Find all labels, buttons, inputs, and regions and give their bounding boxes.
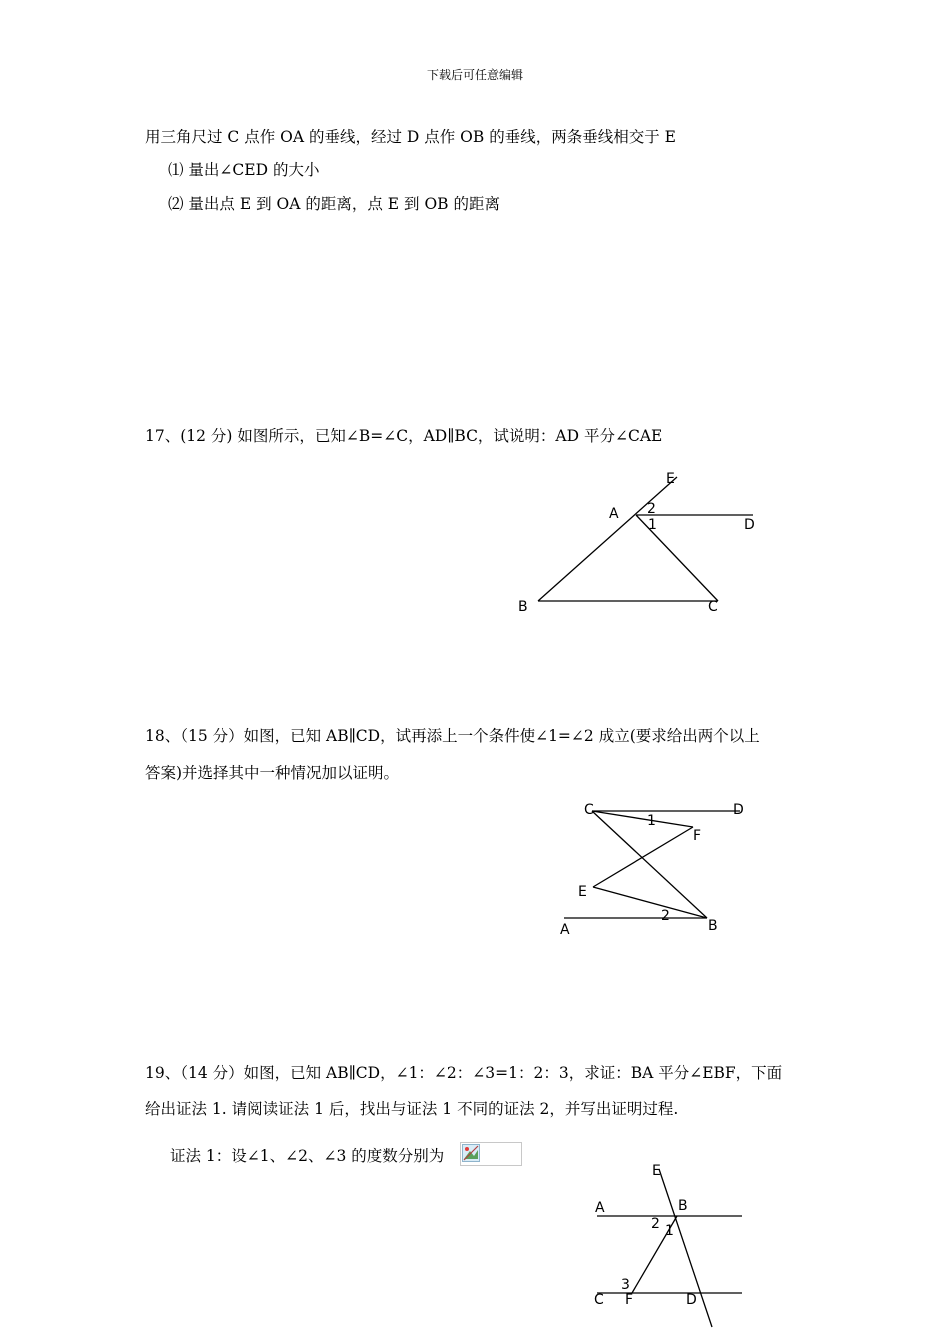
q19-label-e: E (652, 1163, 661, 1179)
q16-sub2: ⑵ 量出点 E 到 OA 的距离，点 E 到 OB 的距离 (168, 195, 500, 213)
broken-image-placeholder (460, 1142, 522, 1166)
q17-ray-be (538, 477, 677, 601)
q18-text-line1: 18、（15 分）如图，已知 AB∥CD，试再添上一个条件使∠1=∠2 成立(要求给出两个以上 (145, 727, 760, 745)
q17-label-b: B (518, 599, 528, 615)
page-header: 下载后可任意编辑 (426, 68, 523, 82)
q19-label-angle3: 3 (621, 1277, 630, 1293)
q18-figure (550, 795, 760, 940)
q19-label-d: D (686, 1292, 697, 1308)
q16-instruction: 用三角尺过 C 点作 OA 的垂线，经过 D 点作 OB 的垂线，两条垂线相交于 E (145, 128, 676, 146)
q18-segment-fe (593, 827, 693, 887)
q18-label-e: E (578, 884, 587, 900)
q19-label-c: C (594, 1292, 604, 1308)
q18-label-f: F (693, 828, 702, 844)
q18-label-d: D (733, 802, 744, 818)
q17-label-e: E (666, 471, 675, 487)
q19-label-b: B (678, 1198, 688, 1214)
q17-label-angle2: 2 (647, 501, 656, 517)
q18-label-c: C (584, 802, 594, 818)
q18-label-angle2: 2 (661, 908, 670, 924)
q19-label-a: A (595, 1200, 605, 1216)
q19-label-f: F (625, 1292, 634, 1308)
q18-label-a: A (560, 922, 570, 938)
q19-proof-intro: 证法 1：设∠1、∠2、∠3 的度数分别为 (170, 1147, 445, 1165)
q18-label-angle1: 1 (647, 813, 656, 829)
q19-text-line2: 给出证法 1. 请阅读证法 1 后，找出与证法 1 不同的证法 2，并写出证明过程. (145, 1100, 679, 1118)
q18-label-b: B (708, 918, 718, 934)
q19-label-angle1: 1 (665, 1223, 674, 1239)
q17-text: 17、(12 分) 如图所示，已知∠B=∠C，AD∥BC，试说明：AD 平分∠CAE (145, 427, 663, 445)
q17-figure (500, 465, 770, 625)
q19-text-line1: 19、（14 分）如图，已知 AB∥CD，∠1：∠2：∠3=1：2：3，求证：BA 平分∠EBF，下面 (145, 1064, 783, 1082)
q17-label-a: A (609, 506, 619, 522)
q18-text-line2: 答案)并选择其中一种情况加以证明。 (145, 764, 400, 782)
q17-label-c: C (708, 599, 718, 615)
q19-label-angle2: 2 (651, 1216, 660, 1232)
q17-label-angle1: 1 (648, 517, 657, 533)
q19-figure (585, 1155, 755, 1340)
broken-image-icon (462, 1144, 480, 1162)
q17-label-d: D (744, 517, 755, 533)
q16-sub1: ⑴ 量出∠CED 的大小 (168, 161, 320, 179)
